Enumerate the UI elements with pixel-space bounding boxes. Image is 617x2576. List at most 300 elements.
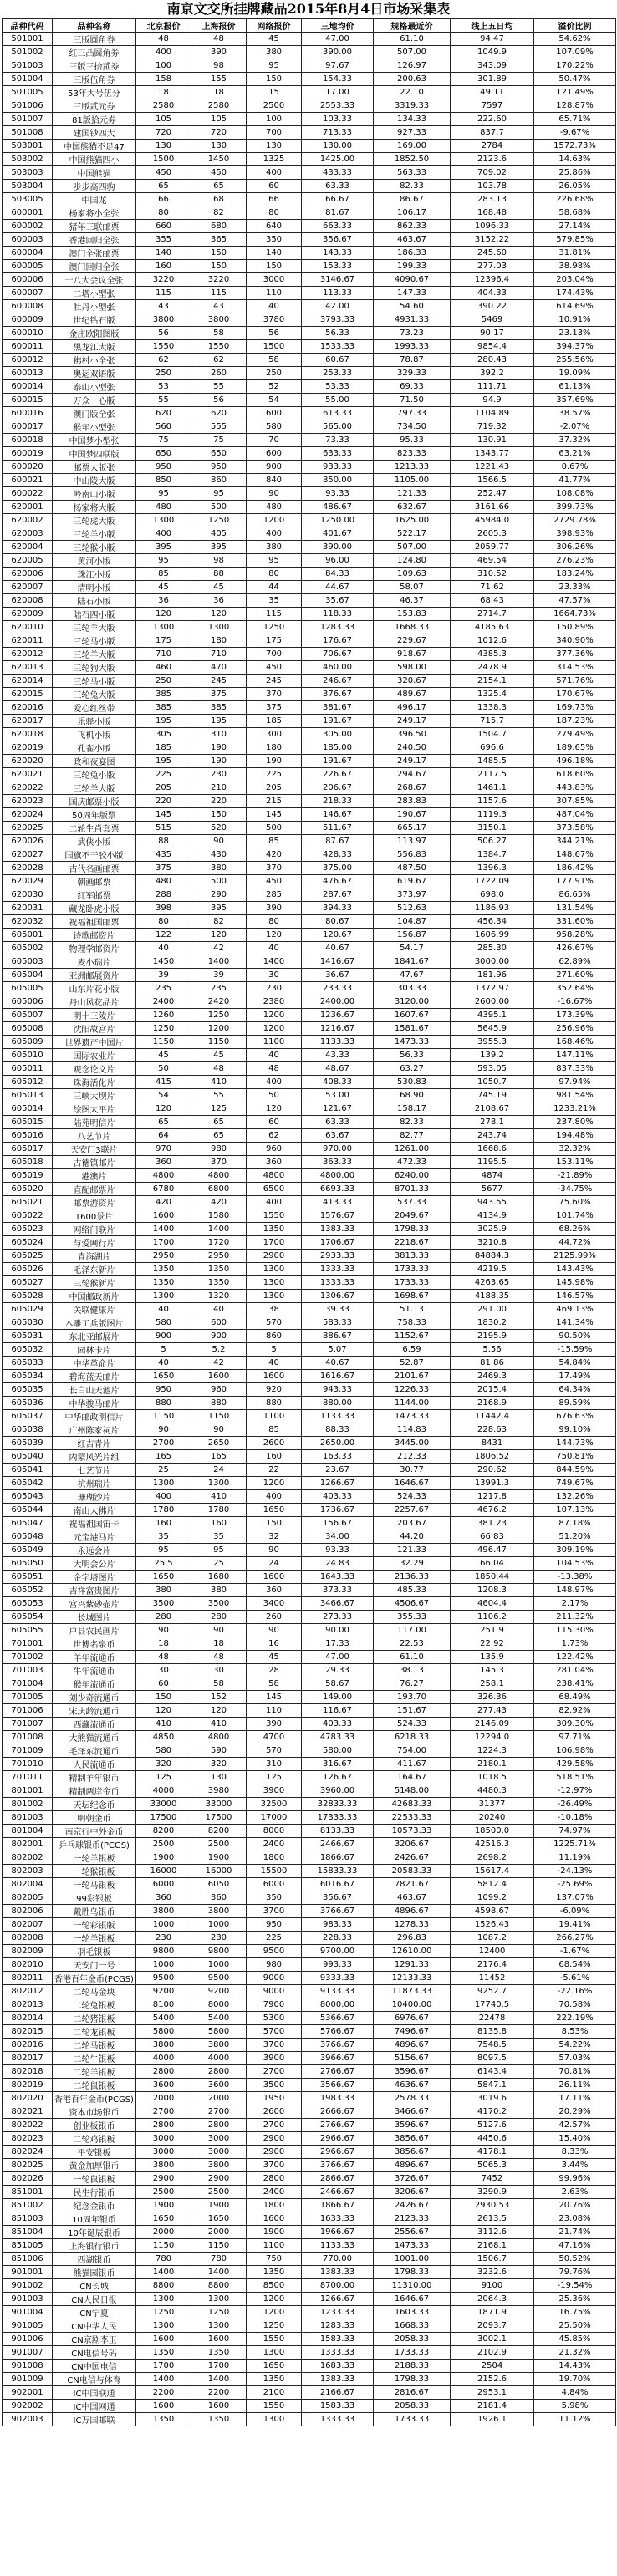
table-cell: 3800 — [191, 2159, 247, 2172]
table-cell: 68.43 — [451, 594, 534, 608]
table-cell: 1350 — [247, 2266, 302, 2279]
table-cell: 191.67 — [302, 755, 374, 768]
table-cell: 120 — [247, 929, 302, 942]
table-cell: 2900 — [247, 2146, 302, 2159]
table-cell: 2613.5 — [451, 2212, 534, 2226]
table-cell: 57.03% — [534, 2052, 616, 2065]
table-row — [3, 795, 616, 808]
table-cell: 605015 — [3, 1116, 53, 1129]
table-cell: 南京行中外金币 — [53, 1825, 136, 1838]
table-cell: 300 — [247, 728, 302, 741]
table-cell: 佛村小全张 — [53, 354, 136, 367]
table-cell: 950 — [136, 461, 191, 474]
table-cell: 长白山天池片 — [53, 1383, 136, 1397]
table-cell: 190 — [191, 741, 247, 755]
table-cell: 5645.9 — [451, 1022, 534, 1036]
table-cell: 134.33 — [374, 113, 451, 126]
table-cell: 1300 — [191, 2293, 247, 2306]
table-cell: 81.86 — [451, 1357, 534, 1370]
table-cell: 5 — [136, 1343, 191, 1357]
table-cell: 18 — [136, 1637, 191, 1651]
table-cell: 2136.33 — [374, 1571, 451, 1584]
table-cell: 2426.67 — [374, 2199, 451, 2212]
table-cell: 375 — [247, 701, 302, 715]
table-cell: 2093.7 — [451, 2319, 534, 2333]
table-row — [3, 648, 616, 661]
table-cell: 山东片花小版 — [53, 982, 136, 995]
table-cell: -6.09% — [534, 1905, 616, 1918]
table-cell: 620017 — [3, 715, 53, 728]
table-cell: 120 — [191, 929, 247, 942]
table-row — [3, 1169, 616, 1183]
table-cell: 牡丹小型张 — [53, 300, 136, 313]
table-cell: 802018 — [3, 2065, 53, 2079]
table-cell: 605024 — [3, 1236, 53, 1250]
table-cell: 70 — [247, 434, 302, 447]
table-cell: 802017 — [3, 2052, 53, 2065]
table-cell: 3793.33 — [302, 313, 374, 327]
table-cell: 52 — [247, 380, 302, 394]
table-cell: 3319.33 — [374, 99, 451, 113]
table-cell: 456.34 — [451, 915, 534, 929]
table-cell: 38.98% — [534, 260, 616, 273]
table-cell: 2469.3 — [451, 1370, 534, 1383]
table-cell: 754.00 — [374, 1744, 451, 1758]
table-cell: 245 — [191, 675, 247, 688]
table-cell: 10573.33 — [374, 1825, 451, 1838]
table-cell: 45 — [136, 1049, 191, 1062]
table-cell: 澳门回归全张 — [53, 260, 136, 273]
table-cell: 560 — [136, 420, 191, 434]
table-cell: 593.05 — [451, 1062, 534, 1076]
table-cell: 1400 — [136, 2373, 191, 2386]
table-row — [3, 1784, 616, 1798]
table-cell: 614.69% — [534, 300, 616, 313]
table-cell: 古德镇邮片 — [53, 1156, 136, 1169]
table-cell: 230 — [136, 1932, 191, 1945]
table-cell: 90 — [136, 1423, 191, 1437]
table-cell: 174.43% — [534, 287, 616, 300]
table-cell: 851002 — [3, 2199, 53, 2212]
table-cell: 6.59 — [374, 1343, 451, 1357]
table-cell: 225 — [247, 1932, 302, 1945]
table-cell: 600017 — [3, 420, 53, 434]
table-cell: 36 — [136, 594, 191, 608]
table-cell: 诗歌邮资片 — [53, 929, 136, 942]
table-cell: 600012 — [3, 354, 53, 367]
table-cell: 150 — [191, 247, 247, 260]
table-row — [3, 313, 616, 327]
table-cell: 95 — [247, 59, 302, 73]
table-cell: 3000 — [136, 2132, 191, 2146]
table-cell: 熊猫园银币 — [53, 2266, 136, 2279]
table-cell: 487.50 — [374, 862, 451, 875]
table-cell: 750.81% — [534, 1450, 616, 1464]
table-cell: 900 — [136, 1330, 191, 1343]
table-cell: 206.67 — [302, 781, 374, 795]
table-cell: 605021 — [3, 1196, 53, 1209]
table-cell: 1200 — [247, 514, 302, 527]
table-cell: 605043 — [3, 1490, 53, 1504]
table-cell: 5677 — [451, 1183, 534, 1196]
table-cell: 二轮鸡银板 — [53, 2132, 136, 2146]
table-cell: 4000 — [191, 2052, 247, 2065]
table-cell: 97.94% — [534, 1076, 616, 1089]
table-cell: 605016 — [3, 1129, 53, 1143]
table-cell: 901007 — [3, 2346, 53, 2360]
table-cell: 95.33 — [374, 434, 451, 447]
table-cell: 124.80 — [374, 554, 451, 568]
table-cell: 9000 — [247, 1985, 302, 1998]
table-row — [3, 1183, 616, 1196]
table-cell: 4896.67 — [374, 1905, 451, 1918]
table-cell: 6000 — [247, 1878, 302, 1891]
table-cell: 1350 — [247, 2373, 302, 2386]
table-cell: 飞机小版 — [53, 728, 136, 741]
table-cell: 580.00 — [302, 1744, 374, 1758]
table-cell: 20240 — [451, 1811, 534, 1825]
table-cell: 1300 — [247, 1290, 302, 1303]
table-cell: 82 — [191, 206, 247, 220]
table-cell: 605039 — [3, 1437, 53, 1450]
table-cell: 1400 — [191, 2373, 247, 2386]
table-cell: 169.73% — [534, 701, 616, 715]
table-cell: 47.00 — [302, 1651, 374, 1664]
table-cell: 9000 — [247, 1972, 302, 1985]
table-cell: 三版贰元券 — [53, 99, 136, 113]
table-cell: 9500 — [247, 1945, 302, 1958]
table-cell: 84884.3 — [451, 1250, 534, 1263]
table-cell: 53 — [136, 380, 191, 394]
table-cell: 3766.67 — [302, 2159, 374, 2172]
table-cell: 2000 — [136, 2226, 191, 2239]
table-row — [3, 1677, 616, 1691]
table-cell: 120.67 — [302, 929, 374, 942]
table-cell: 278.1 — [451, 1116, 534, 1129]
table-cell: 605038 — [3, 1423, 53, 1437]
table-cell: 385 — [136, 701, 191, 715]
table-cell: 1000 — [191, 1918, 247, 1932]
table-cell: 邮票大版张 — [53, 461, 136, 474]
table-cell: 45 — [191, 581, 247, 594]
table-cell: 253.33 — [302, 367, 374, 380]
table-cell: 370 — [247, 688, 302, 701]
table-cell: 9800 — [191, 1945, 247, 1958]
table-cell: 5.56 — [451, 1343, 534, 1357]
table-cell: 175 — [247, 634, 302, 648]
table-cell: 256.96% — [534, 1022, 616, 1036]
table-row — [3, 367, 616, 380]
table-row — [3, 1223, 616, 1236]
table-cell: 毛泽东流通币 — [53, 1744, 136, 1758]
table-cell: 400 — [247, 166, 302, 180]
table-cell: 50.52% — [534, 2253, 616, 2266]
table-cell: 701007 — [3, 1718, 53, 1731]
table-cell: 1650 — [136, 1571, 191, 1584]
table-cell: 650 — [136, 447, 191, 461]
table-header-row — [3, 19, 616, 33]
table-cell: 三版三拾贰券 — [53, 59, 136, 73]
table-cell: 580 — [247, 420, 302, 434]
table-cell: 1200 — [247, 1477, 302, 1490]
table-cell: 藏龙卧虎小版 — [53, 902, 136, 915]
table-cell: 5800 — [136, 2025, 191, 2039]
table-cell: 3120.00 — [374, 995, 451, 1009]
table-cell: 4134.9 — [451, 1209, 534, 1223]
table-cell: 2500 — [191, 1838, 247, 1851]
table-cell: 501007 — [3, 113, 53, 126]
table-cell: 90 — [191, 835, 247, 848]
column-header: 规格最近价 — [374, 19, 451, 33]
table-cell: 猴年流通币 — [53, 1677, 136, 1691]
table-cell: 701002 — [3, 1651, 53, 1664]
table-row — [3, 955, 616, 969]
table-cell: 1338.3 — [451, 701, 534, 715]
table-cell: 1506.7 — [451, 2253, 534, 2266]
table-row — [3, 180, 616, 193]
table-cell: 11452 — [451, 1972, 534, 1985]
table-cell: 40 — [136, 1357, 191, 1370]
table-row — [3, 434, 616, 447]
table-cell: 86.67 — [374, 193, 451, 206]
table-cell: 人民流通币 — [53, 1758, 136, 1771]
table-cell: 1983.33 — [302, 2092, 374, 2105]
table-cell: 1217.8 — [451, 1490, 534, 1504]
table-cell: 99.96% — [534, 2172, 616, 2186]
table-cell: 1350 — [136, 1263, 191, 1276]
table-cell: 3800 — [191, 2039, 247, 2052]
table-cell: 35.67 — [302, 594, 374, 608]
table-cell: 90.00 — [302, 1624, 374, 1637]
table-cell: 4874 — [451, 1169, 534, 1183]
table-cell: 620030 — [3, 888, 53, 902]
table-cell: 1300 — [136, 2319, 191, 2333]
table-cell: 620007 — [3, 581, 53, 594]
table-cell: 澳门全张邮票 — [53, 247, 136, 260]
table-cell: 377.36% — [534, 648, 616, 661]
table-cell: 503003 — [3, 166, 53, 180]
table-cell: 东北亚邮展片 — [53, 1330, 136, 1343]
table-cell: 4480.3 — [451, 1784, 534, 1798]
table-cell: 金字塔图片 — [53, 1571, 136, 1584]
table-cell: 146.57% — [534, 1290, 616, 1303]
table-row — [3, 1958, 616, 1972]
table-cell: 2380 — [247, 995, 302, 1009]
table-cell: 66.04 — [451, 1557, 534, 1571]
table-cell: 394.33 — [302, 902, 374, 915]
table-cell: 3966.67 — [302, 2052, 374, 2065]
table-row — [3, 1236, 616, 1250]
table-cell: 政和夜宴图 — [53, 755, 136, 768]
table-cell: 4000 — [136, 2052, 191, 2065]
table-cell: 146.67 — [302, 808, 374, 822]
table-cell: 1300 — [191, 2319, 247, 2333]
table-cell: 8000 — [247, 1825, 302, 1838]
table-row — [3, 501, 616, 514]
table-cell: 50周年版票 — [53, 808, 136, 822]
table-cell: 1650 — [136, 1370, 191, 1383]
table-row — [3, 2266, 616, 2279]
table-cell: 85 — [136, 568, 191, 581]
table-cell: 3800 — [191, 1905, 247, 1918]
table-cell: 394.37% — [534, 340, 616, 354]
table-cell: 1700 — [136, 1236, 191, 1250]
table-cell: 280 — [191, 1611, 247, 1624]
table-cell: 158 — [136, 73, 191, 86]
table-cell: 澳门版全张 — [53, 407, 136, 420]
table-cell: 802024 — [3, 2146, 53, 2159]
table-cell: 19.70% — [534, 2373, 616, 2386]
table-cell: 370 — [191, 1156, 247, 1169]
table-cell: 430 — [191, 848, 247, 862]
table-row — [3, 1316, 616, 1330]
table-cell: 1250 — [136, 1022, 191, 1036]
table-cell: 340.90% — [534, 634, 616, 648]
table-cell: 8133.33 — [302, 1825, 374, 1838]
table-cell: 1866.67 — [302, 1851, 374, 1865]
table-cell: 永远会片 — [53, 1544, 136, 1557]
table-cell: 600009 — [3, 313, 53, 327]
table-row — [3, 741, 616, 755]
table-row — [3, 1945, 616, 1958]
table-cell: 47.16% — [534, 2239, 616, 2253]
table-cell: 120 — [136, 1102, 191, 1116]
table-row — [3, 1998, 616, 2012]
table-cell: 羽毛银板 — [53, 1945, 136, 1958]
column-header: 北京报价 — [136, 19, 191, 33]
table-cell: 115 — [136, 287, 191, 300]
table-cell: 6016.67 — [302, 1878, 374, 1891]
table-row — [3, 1584, 616, 1597]
table-cell: 99彩银板 — [53, 1891, 136, 1905]
table-cell: 851005 — [3, 2239, 53, 2253]
table-cell: 孔雀小版 — [53, 741, 136, 755]
table-cell: 56 — [247, 327, 302, 340]
table-cell: 2420 — [191, 995, 247, 1009]
table-cell: 605034 — [3, 1370, 53, 1383]
table-cell: 60 — [247, 180, 302, 193]
table-cell: 1133.33 — [302, 1410, 374, 1423]
table-cell: 94.9 — [451, 394, 534, 407]
table-cell: 170.67% — [534, 688, 616, 701]
table-row — [3, 1303, 616, 1316]
table-cell: 1473.33 — [374, 1410, 451, 1423]
table-cell: 三轮猴新片 — [53, 1276, 136, 1290]
table-cell: 97.71% — [534, 1731, 616, 1744]
table-cell: 5065.3 — [451, 2159, 534, 2172]
table-row — [3, 1437, 616, 1450]
table-cell: 5812.4 — [451, 1878, 534, 1891]
table-cell: 中华骏马邮片 — [53, 1397, 136, 1410]
table-cell: 1966.67 — [302, 2226, 374, 2239]
table-cell: 6693.33 — [302, 1183, 374, 1196]
table-cell: 344.21% — [534, 835, 616, 848]
table-cell: 375.00 — [302, 862, 374, 875]
table-cell: 2966.67 — [302, 2132, 374, 2146]
table-cell: 二轮生肖套票 — [53, 822, 136, 835]
table-cell: 42683.33 — [374, 1798, 451, 1811]
table-row — [3, 2159, 616, 2172]
table-cell: 1150 — [136, 1036, 191, 1049]
table-row — [3, 1022, 616, 1036]
table-cell: 524.33 — [374, 1718, 451, 1731]
table-cell: 30 — [247, 969, 302, 982]
table-cell: 5.98% — [534, 2400, 616, 2413]
table-cell: 32.32% — [534, 1143, 616, 1156]
table-cell: 168.46% — [534, 1036, 616, 1049]
table-cell: 66.83 — [451, 1530, 534, 1544]
table-cell: 二轮猪银板 — [53, 2012, 136, 2025]
table-cell: 802007 — [3, 1918, 53, 1932]
table-cell: 195 — [191, 715, 247, 728]
table-cell: 1416.67 — [302, 955, 374, 969]
table-cell: 1261.00 — [374, 1143, 451, 1156]
table-row — [3, 394, 616, 407]
table-cell: 310 — [191, 728, 247, 741]
table-cell: 1233.21% — [534, 1102, 616, 1116]
table-cell: 450 — [136, 166, 191, 180]
table-row — [3, 2105, 616, 2119]
table-cell: 860 — [247, 1330, 302, 1343]
table-cell: 500 — [191, 875, 247, 888]
table-row — [3, 594, 616, 608]
table-cell: 618.60% — [534, 768, 616, 781]
table-cell: 4800.00 — [302, 1169, 374, 1183]
table-cell: 277.03 — [451, 260, 534, 273]
table-cell: 620018 — [3, 728, 53, 741]
table-cell: 1550 — [247, 1209, 302, 1223]
table-cell: 三版伍角券 — [53, 73, 136, 86]
table-cell: 红军邮票 — [53, 888, 136, 902]
table-cell: 港澳片 — [53, 1169, 136, 1183]
table-cell: 26.11% — [534, 2079, 616, 2092]
table-cell: 30.77 — [374, 1464, 451, 1477]
table-cell: 294.67 — [374, 768, 451, 781]
table-cell: 350 — [247, 1891, 302, 1905]
table-row — [3, 755, 616, 768]
table-cell: 79.76% — [534, 2266, 616, 2279]
table-cell: 5800 — [191, 2025, 247, 2039]
table-cell: 15500 — [247, 1865, 302, 1878]
table-cell: 1250 — [191, 2306, 247, 2319]
table-cell: 605041 — [3, 1464, 53, 1477]
table-cell: 58 — [247, 354, 302, 367]
table-cell: 1250 — [191, 1009, 247, 1022]
table-cell: -25.69% — [534, 1878, 616, 1891]
table-cell: 4506.67 — [374, 1597, 451, 1611]
table-cell: 8.33% — [534, 2146, 616, 2159]
table-cell: 1096.33 — [451, 220, 534, 233]
table-cell: 40 — [247, 1049, 302, 1062]
table-cell: 145 — [136, 808, 191, 822]
table-cell: 10.91% — [534, 313, 616, 327]
table-cell: 404.33 — [451, 287, 534, 300]
table-cell: 7452 — [451, 2172, 534, 2186]
table-cell: 9133.33 — [302, 1985, 374, 1998]
table-cell: 1000 — [136, 1958, 191, 1972]
table-cell: 1798.33 — [374, 2266, 451, 2279]
table-cell: 6240.00 — [374, 1169, 451, 1183]
table-cell: 精制羊年银币 — [53, 1771, 136, 1784]
table-row — [3, 1771, 616, 1784]
table-cell: 34.00 — [302, 1530, 374, 1544]
table-cell: 绘图太平片 — [53, 1102, 136, 1116]
table-cell: 54 — [136, 1089, 191, 1102]
table-cell: 0.67% — [534, 461, 616, 474]
table-cell: 珠海活化片 — [53, 1076, 136, 1089]
table-cell: 2933.33 — [302, 1250, 374, 1263]
table-cell: 55 — [136, 394, 191, 407]
